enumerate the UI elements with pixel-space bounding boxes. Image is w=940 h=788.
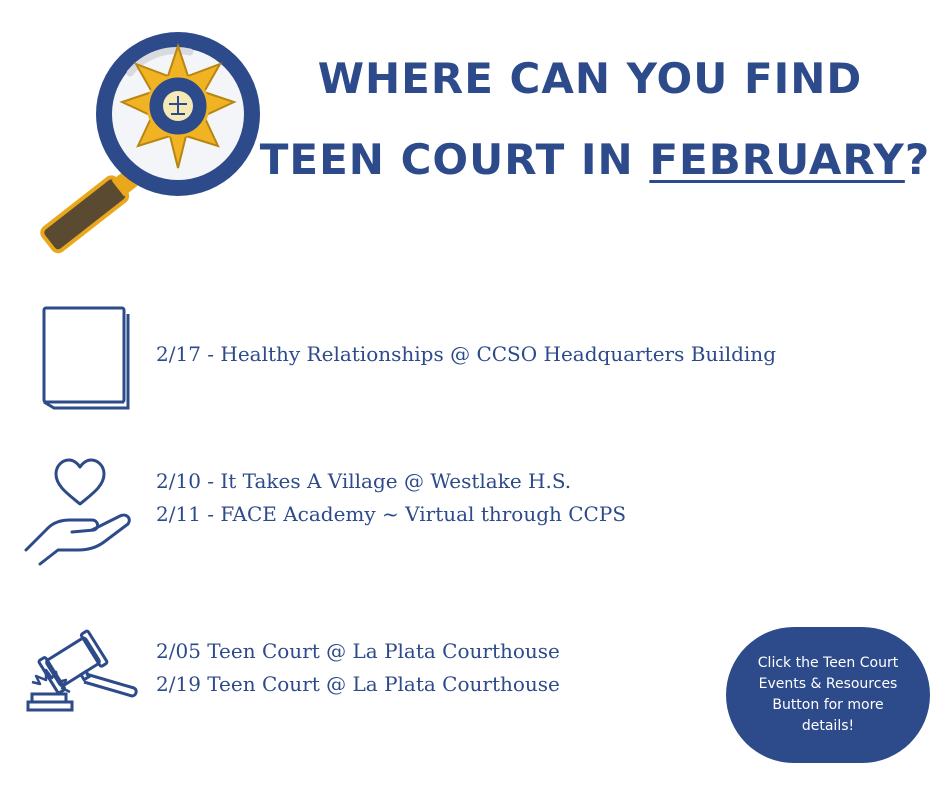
event-teen-court-0219: 2/19 Teen Court @ La Plata Courthouse [156,672,560,696]
page-title-line-1: WHERE CAN YOU FIND [317,54,863,103]
title-month: FEBRUARY [649,135,905,184]
event-face-academy: 2/11 - FACE Academy ~ Virtual through CCPS [156,502,627,526]
title-prefix: TEEN COURT IN [259,135,650,184]
event-teen-court-0205: 2/05 Teen Court @ La Plata Courthouse [156,639,560,663]
title-suffix: ? [904,135,931,184]
heart-in-hand-icon [22,456,138,568]
event-it-takes-a-village: 2/10 - It Takes A Village @ Westlake H.S. [156,469,572,493]
event-healthy-relationships: 2/17 - Healthy Relationships @ CCSO Headquarters Building [156,342,776,366]
page-title-line-2 [250,135,940,184]
magnifying-glass-icon [20,18,280,278]
gavel-icon [26,622,142,718]
callout-text: Click the Teen Court Events & Resources Button for more details! [757,655,899,734]
events-resources-callout[interactable] [726,627,930,763]
book-icon [38,304,134,414]
